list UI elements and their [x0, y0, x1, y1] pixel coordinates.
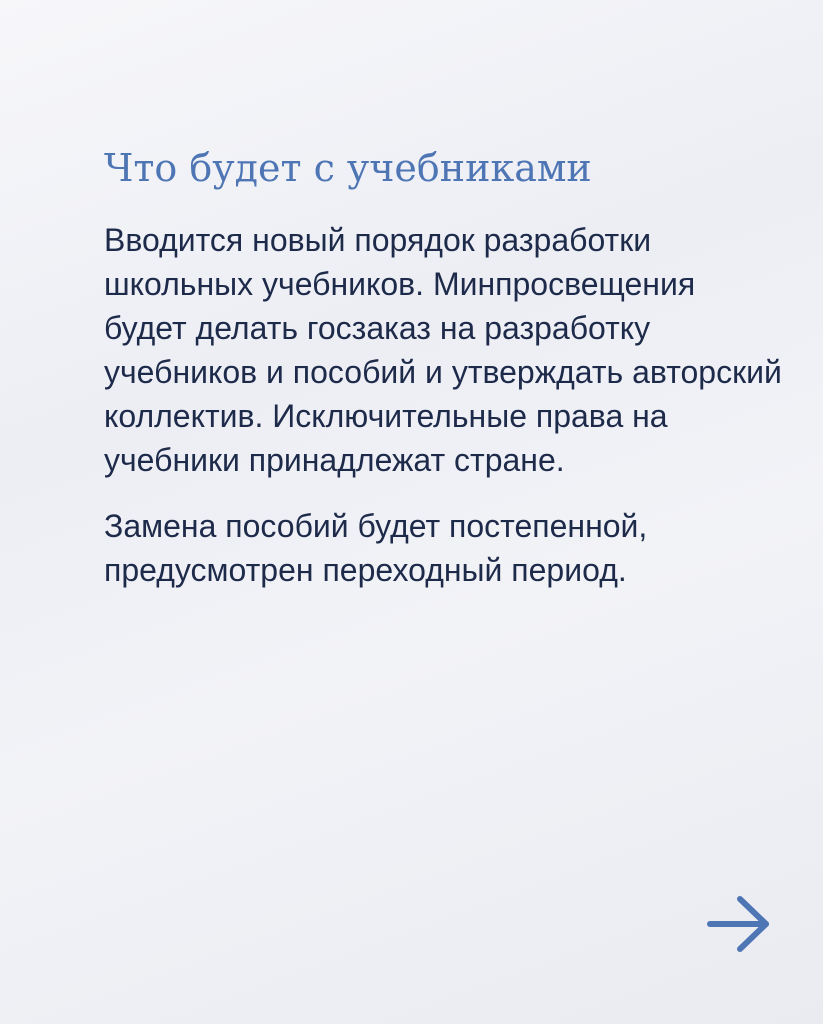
slide-title: Что будет с учебниками — [104, 146, 592, 190]
slide-body — [104, 218, 784, 614]
arrow-right-icon — [706, 893, 772, 955]
body-paragraph-1: Вводится новый порядок разработки школьных учебников. Минпросвещения будет делать госзаказ на разработку учебников и пособий и утверждать авторский коллектив. Исключительные права на учебники принадлежат стране. — [104, 222, 782, 478]
body-paragraph-2: Замена пособий будет постепенной, предусмотрен переходный период. — [104, 508, 648, 588]
next-slide-button[interactable] — [706, 893, 772, 955]
